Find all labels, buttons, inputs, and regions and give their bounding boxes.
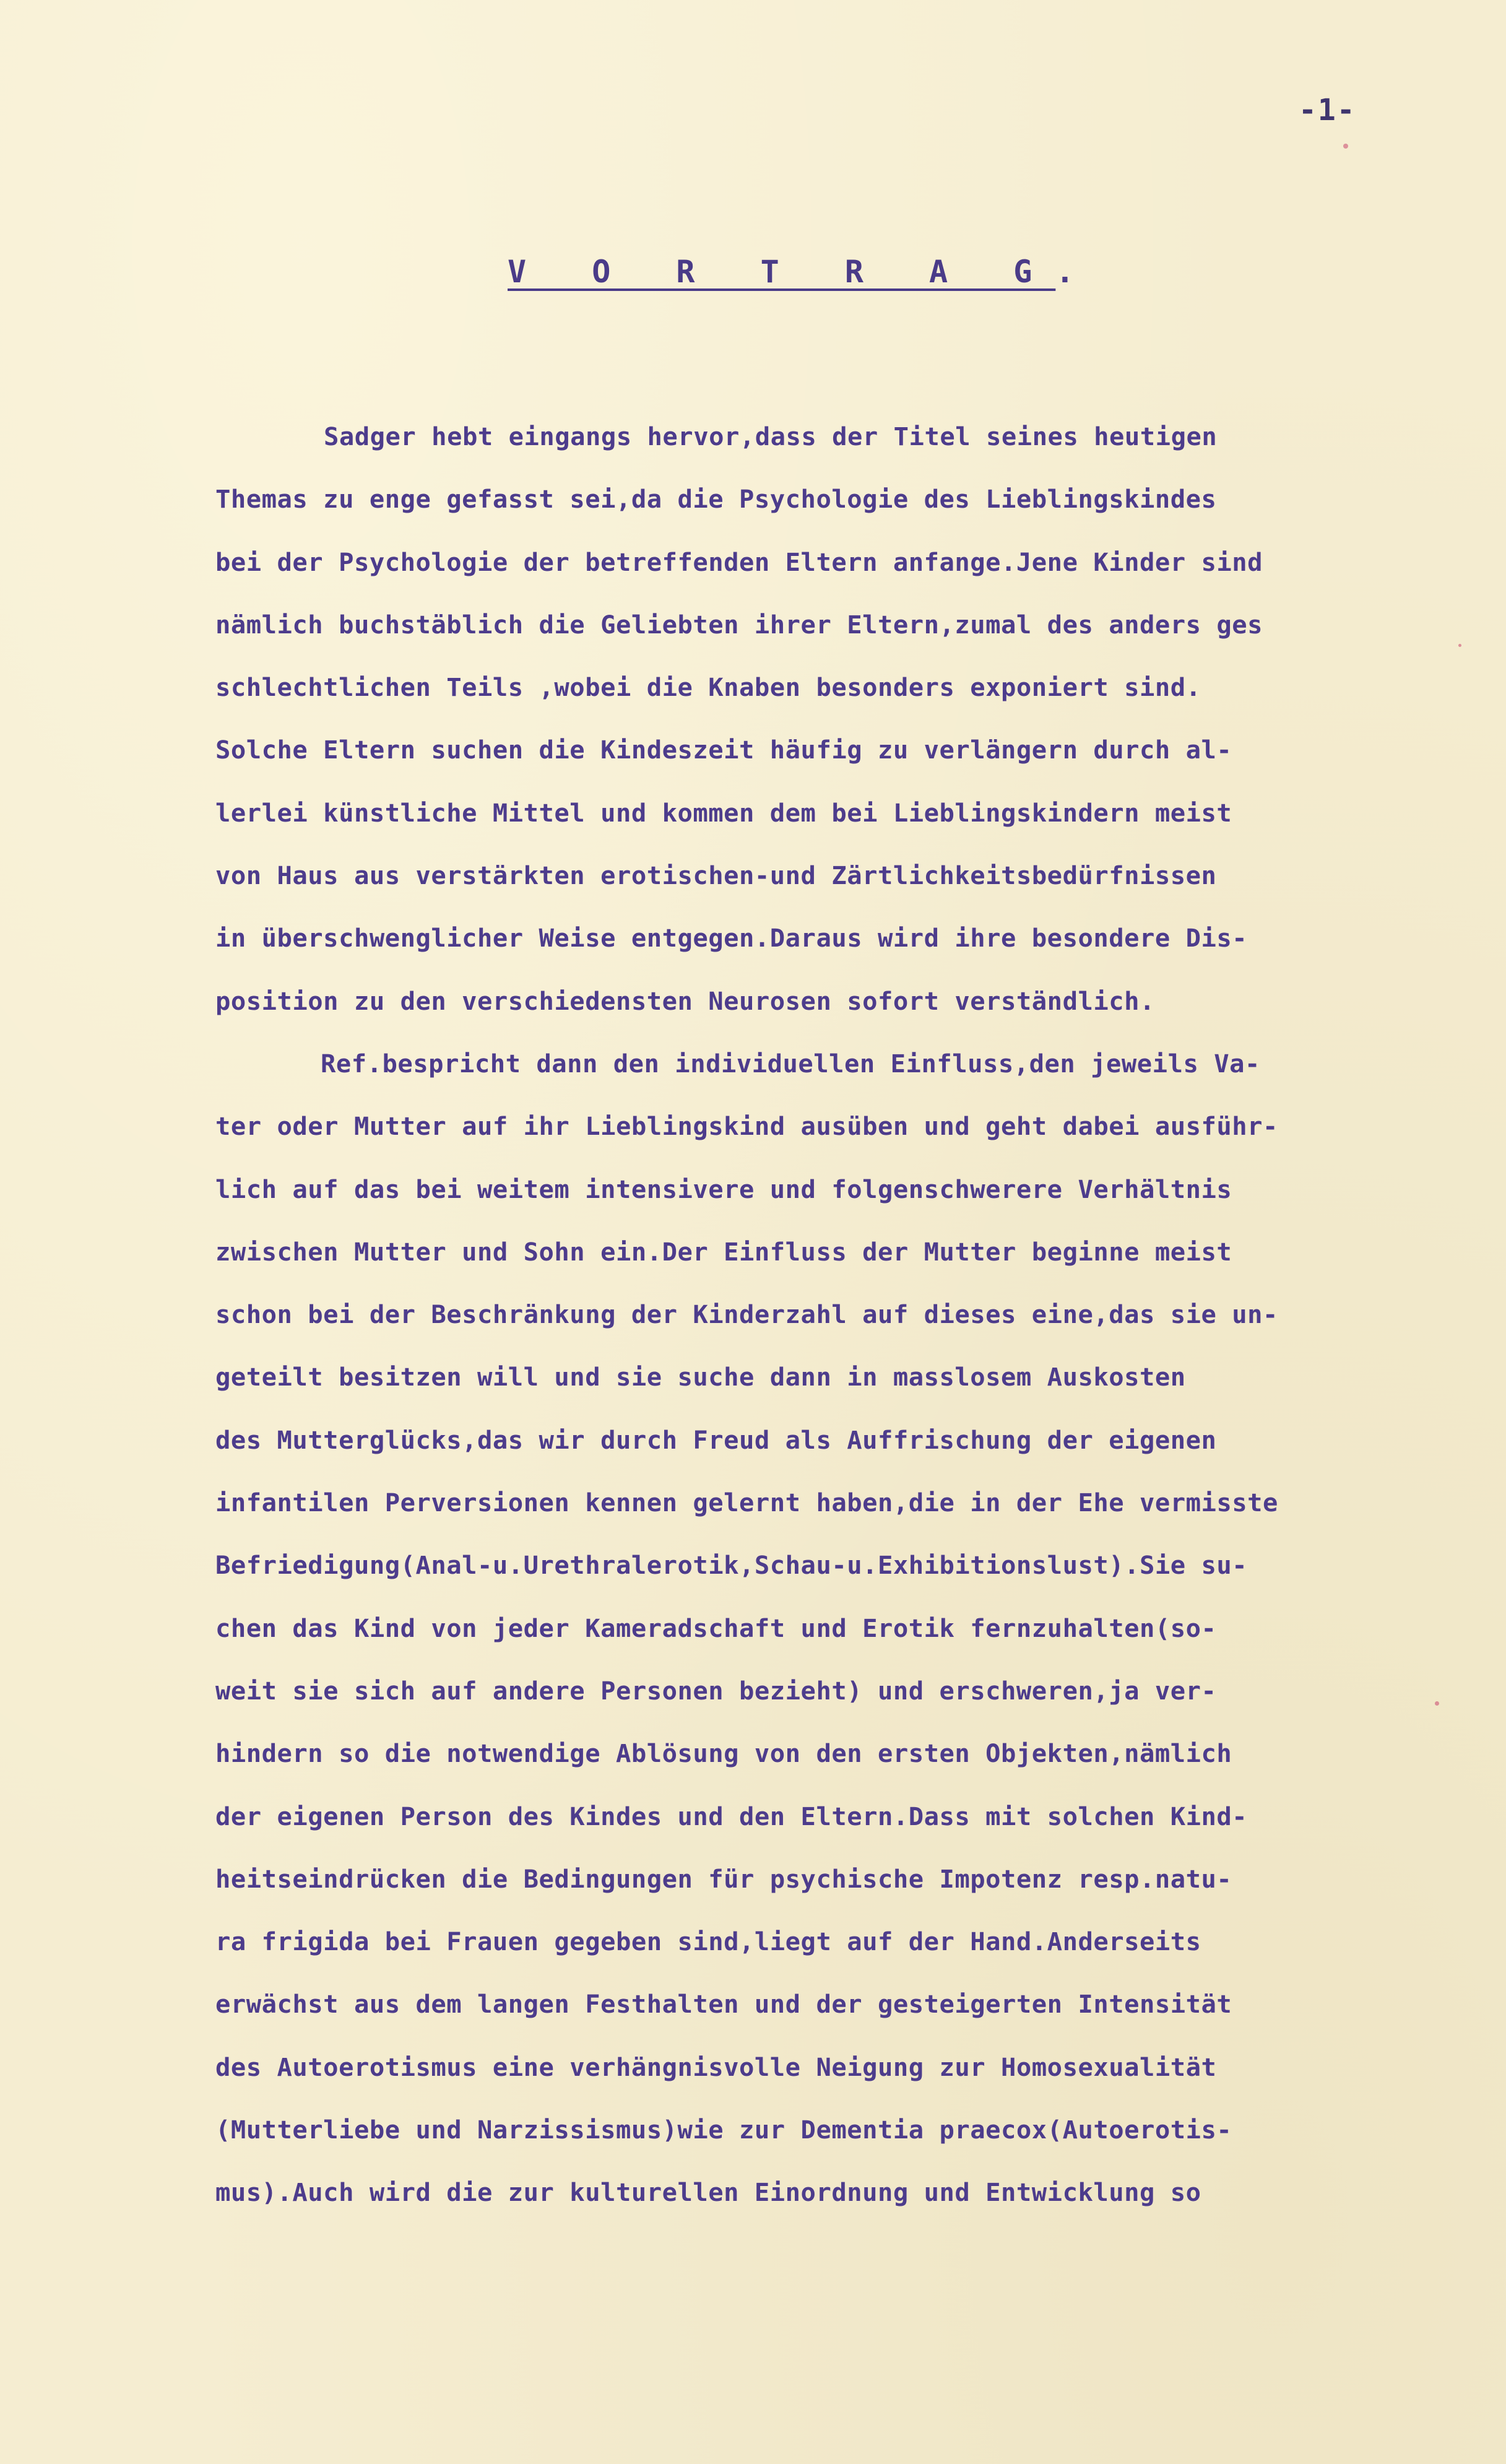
text-line: hindern so die notwendige Ablösung von den ersten Objekten,nämlich xyxy=(215,1738,1232,1769)
ink-speck xyxy=(1343,144,1348,149)
document-heading xyxy=(508,254,1075,290)
text-line: bei der Psychologie der betreffenden Eltern anfange.Jene Kinder sind xyxy=(215,547,1263,577)
text-line: der eigenen Person des Kindes und den Eltern.Dass mit solchen Kind- xyxy=(215,1801,1248,1831)
text-line: Befriedigung(Anal-u.Urethralerotik,Schau-u.Exhibitionslust).Sie su- xyxy=(215,1550,1248,1581)
text-line: des Mutterglücks,das wir durch Freud als Auffrischung der eigenen xyxy=(215,1425,1217,1455)
text-line: weit sie sich auf andere Personen bezieht) und erschweren,ja ver- xyxy=(215,1675,1217,1706)
text-line: zwischen Mutter und Sohn ein.Der Einfluss der Mutter beginne meist xyxy=(215,1236,1232,1267)
text-line: Solche Eltern suchen die Kindeszeit häufig zu verlängern durch al- xyxy=(215,735,1232,765)
text-line: geteilt besitzen will und sie suche dann in masslosem Auskosten xyxy=(215,1362,1186,1392)
ink-speck xyxy=(1458,644,1461,647)
text-line: infantilen Perversionen kennen gelernt haben,die in der Ehe vermisste xyxy=(215,1488,1278,1518)
text-line: (Mutterliebe und Narzissismus)wie zur Dementia praecox(Autoerotis- xyxy=(215,2115,1232,2145)
text-line: schlechtlichen Teils ,wobei die Knaben besonders exponiert sind. xyxy=(215,672,1201,703)
text-line: des Autoerotismus eine verhängnisvolle Neigung zur Homosexualität xyxy=(215,2052,1217,2082)
text-line: von Haus aus verstärkten erotischen-und Zärtlichkeitsbedürfnissen xyxy=(215,861,1217,891)
text-line: lich auf das bei weitem intensivere und folgenschwerere Verhältnis xyxy=(215,1174,1232,1204)
text-line: schon bei der Beschränkung der Kinderzahl auf dieses eine,das sie un- xyxy=(215,1299,1278,1330)
text-line: lerlei künstliche Mittel und kommen dem bei Lieblingskindern meist xyxy=(215,797,1232,828)
text-line: nämlich buchstäblich die Geliebten ihrer Eltern,zumal des anders ges xyxy=(215,609,1263,640)
heading-title: V O R T R A G xyxy=(508,254,1056,290)
document-body xyxy=(215,406,1484,2224)
text-line: Ref.bespricht dann den individuellen Einfluss,den jeweils Va- xyxy=(321,1048,1260,1078)
ink-speck xyxy=(1435,1701,1439,1706)
text-line: Themas zu enge gefasst sei,da die Psychologie des Lieblingskindes xyxy=(215,484,1217,514)
text-line: mus).Auch wird die zur kulturellen Einordnung und Entwicklung so xyxy=(215,2177,1201,2208)
text-line: heitseindrücken die Bedingungen für psychische Impotenz resp.natu- xyxy=(215,1863,1232,1894)
text-line: ra frigida bei Frauen gegeben sind,liegt auf der Hand.Anderseits xyxy=(215,1927,1201,1957)
text-line: ter oder Mutter auf ihr Lieblingskind ausüben und geht dabei ausführ- xyxy=(215,1111,1278,1142)
text-line: position zu den verschiedensten Neurosen sofort verständlich. xyxy=(215,986,1155,1016)
heading-period: . xyxy=(1055,254,1076,290)
text-line: erwächst aus dem langen Festhalten und der gesteigerten Intensität xyxy=(215,1989,1232,2019)
page-number: -1- xyxy=(1299,93,1356,128)
text-line: Sadger hebt eingangs hervor,dass der Titel seines heutigen xyxy=(324,422,1218,451)
text-line: in überschwenglicher Weise entgegen.Daraus wird ihre besondere Dis- xyxy=(215,923,1248,953)
text-line: chen das Kind von jeder Kameradschaft und Erotik fernzuhalten(so- xyxy=(215,1613,1217,1643)
